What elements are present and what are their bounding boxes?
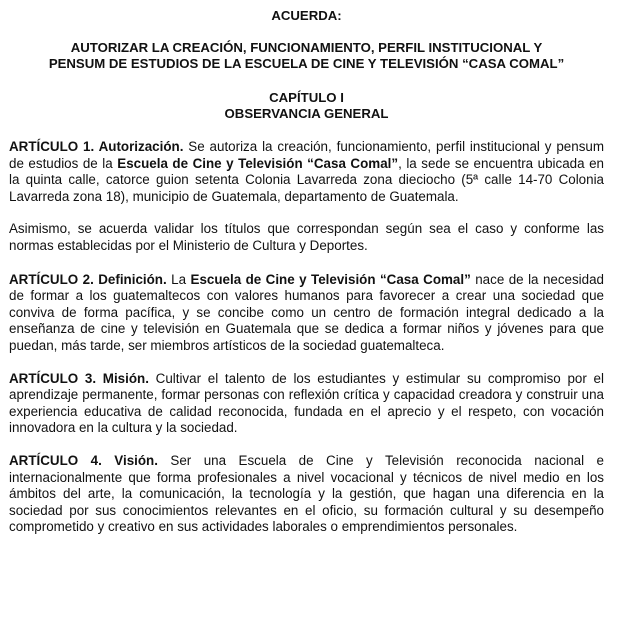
article-4 <box>9 453 604 536</box>
article-1-text-b: , la sede se encuentra ubicada en la quinta calle, catorce guion setenta Colonia Lavarreda zona dieciocho (5ª calle 14-70 Colonia Lavarreda zona 18), municipio de Guatemala, departamento de Guatemala. <box>9 155 604 204</box>
heading: ACUERDA: <box>271 8 342 23</box>
resolution-title <box>9 40 604 72</box>
resolution-title-line-1: AUTORIZAR LA CREACIÓN, FUNCIONAMIENTO, PERFIL INSTITUCIONAL Y <box>70 40 543 55</box>
article-1-heading: ARTÍCULO 1. Autorización. <box>9 139 184 154</box>
article-2-heading: ARTÍCULO 2. Definición. <box>9 271 167 287</box>
article-3-heading: ARTÍCULO 3. Misión. <box>9 370 149 386</box>
article-2-text-b: nace de la necesidad de formar a los guatemaltecos con valores humanos para favorecer a crear una sociedad que conviva de forma pacífica, y se concibe como un centro de formación integral dedicado a la enseñanza de cine y televisión en Guatemala que se dedica a formar niños y jóvenes para que puedan, más tarde, ser miembros artísticos de la sociedad guatemalteca. <box>9 271 604 353</box>
article-3 <box>9 371 604 437</box>
resolution-title-line-2: PENSUM DE ESTUDIOS DE LA ESCUELA DE CINE Y TELEVISIÓN “CASA COMAL” <box>48 56 565 71</box>
article-3-text: Cultivar el talento de los estudiantes y estimular su compromiso por el aprendizaje permanente, formar personas con reflexión crítica y capacidad creadora y construir una experiencia educativa de calidad reconocida, fundada en el aprecio y el respeto, con vocación innovadora en la cultura y la sociedad. <box>9 370 604 436</box>
validation-paragraph: Asimismo, se acuerda validar los títulos que correspondan según sea el caso y conforme las normas establecidas por el Ministerio de Cultura y Deportes. <box>9 221 604 253</box>
chapter-name: OBSERVANCIA GENERAL <box>224 106 389 121</box>
article-2-text-a: La <box>166 271 191 287</box>
article-4-text: Ser una Escuela de Cine y Televisión reconocida nacional e internacionalmente que forma profesionales a nivel vocacional y técnicos de nivel medio en los ámbitos del arte, la comunicación, la tecnología y la gestión, que hagan una diferencia en la sociedad por sus conocimientos relevantes en el oficio, su formación cultural y su desempeño comprometido y creativo en sus actividades laborales o emprendimientos personales. <box>9 452 604 535</box>
article-1-school-name: Escuela de Cine y Televisión “Casa Comal” <box>117 155 399 171</box>
article-2 <box>9 272 604 355</box>
article-1-text-a: Se autoriza la creación, funcionamiento, perfil institucional y pensum de estudios de la <box>9 139 604 171</box>
article-1 <box>9 139 604 205</box>
chapter-number: CAPÍTULO I <box>269 90 344 105</box>
article-4-heading: ARTÍCULO 4. Visión. <box>9 452 158 468</box>
article-2-school-name: Escuela de Cine y Televisión “Casa Comal” <box>190 271 471 287</box>
chapter-title <box>9 90 604 122</box>
